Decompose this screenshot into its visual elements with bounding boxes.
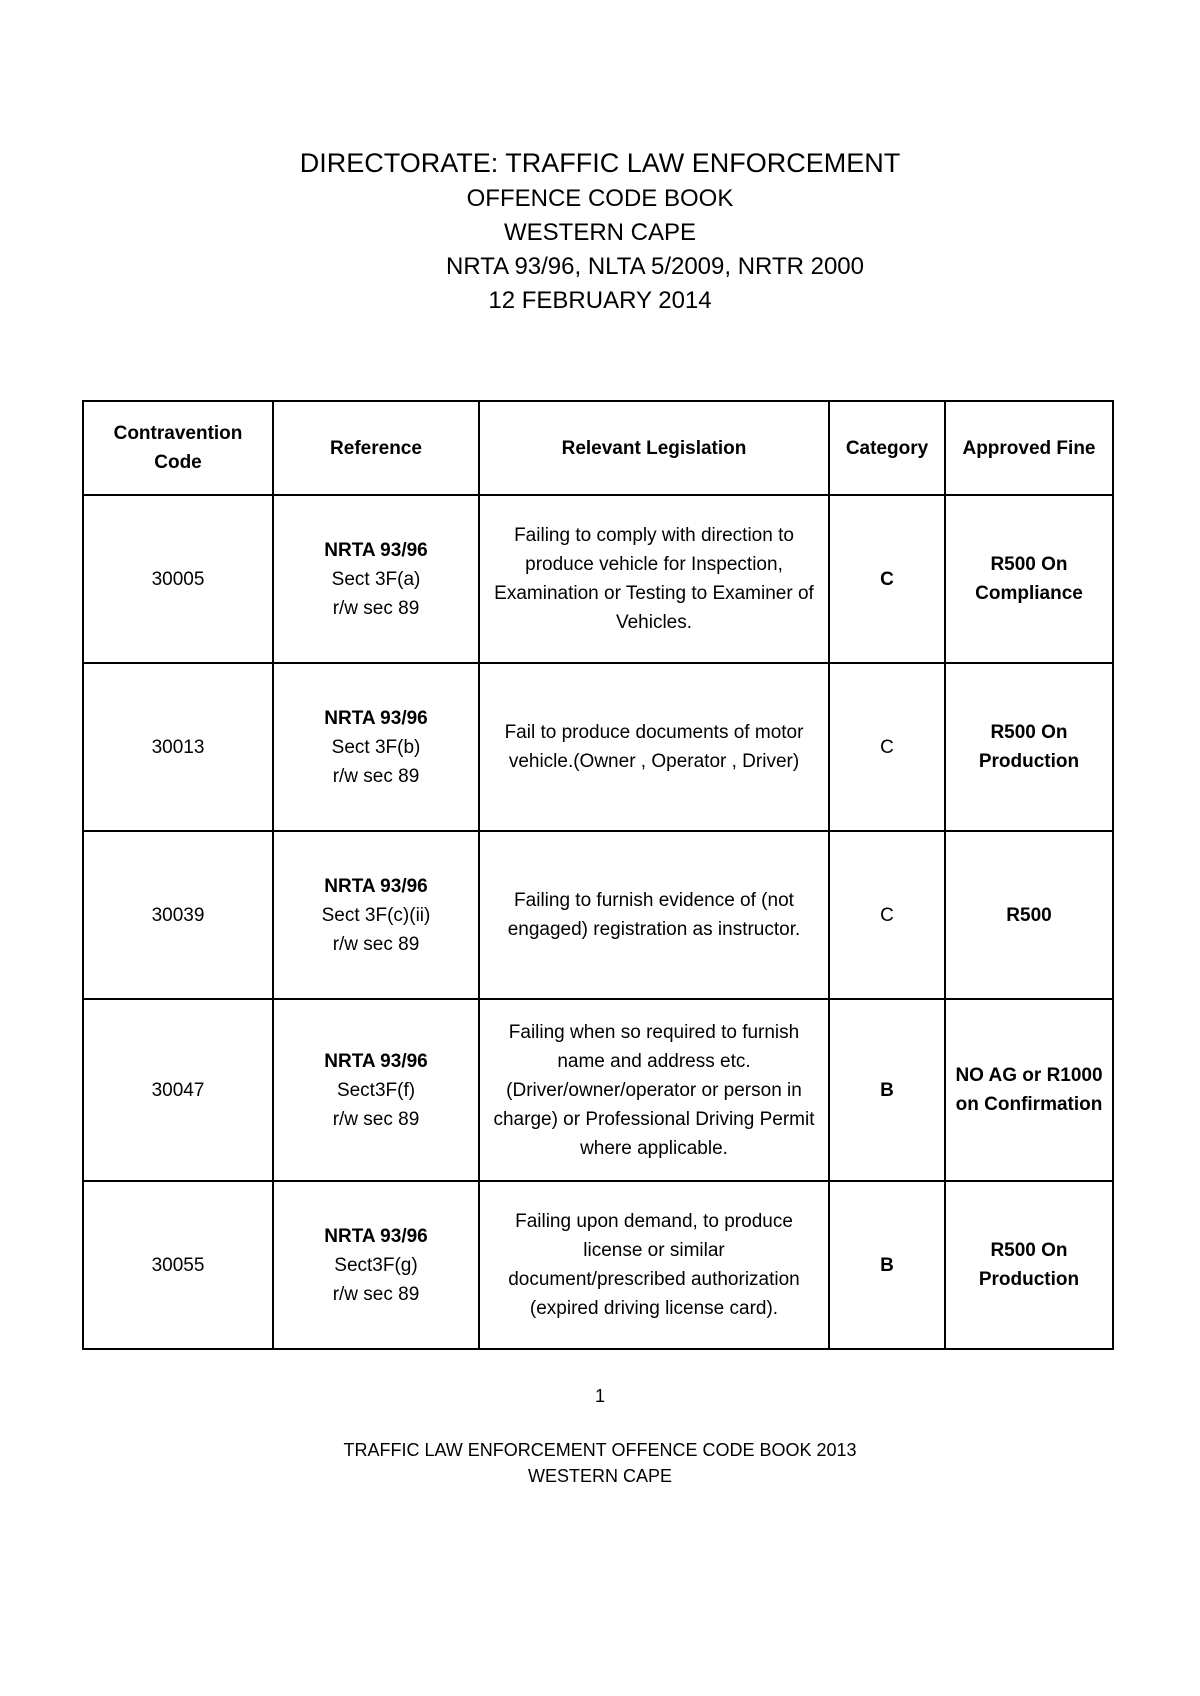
cell-category: B xyxy=(829,1181,945,1349)
column-header-code: Contravention Code xyxy=(83,401,273,495)
cell-code: 30039 xyxy=(83,831,273,999)
document-region: WESTERN CAPE xyxy=(503,219,697,246)
cell-reference xyxy=(273,663,479,831)
footer-region: WESTERN CAPE xyxy=(527,1466,673,1486)
cell-legislation: Failing upon demand, to produce license or similar document/prescribed authorization (expired driving license card). xyxy=(479,1181,829,1349)
ref-read-with: r/w sec 89 xyxy=(332,765,420,787)
ref-section: Sect 3F(c)(ii) xyxy=(321,904,431,926)
cell-fine: NO AG or R1000 on Confirmation xyxy=(945,999,1113,1181)
cell-fine: R500 On Compliance xyxy=(945,495,1113,663)
cell-code: 30055 xyxy=(83,1181,273,1349)
cell-code: 30013 xyxy=(83,663,273,831)
ref-read-with: r/w sec 89 xyxy=(332,933,420,955)
column-header-legislation: Relevant Legislation xyxy=(479,401,829,495)
column-header-reference: Reference xyxy=(273,401,479,495)
cell-fine: R500 On Production xyxy=(945,1181,1113,1349)
ref-section: Sect 3F(b) xyxy=(331,736,421,758)
footer-title: TRAFFIC LAW ENFORCEMENT OFFENCE CODE BOOK 2013 xyxy=(343,1440,857,1460)
table-row xyxy=(83,999,1113,1181)
column-header-category: Category xyxy=(829,401,945,495)
ref-act: NRTA 93/96 xyxy=(324,707,428,729)
cell-legislation: Fail to produce documents of motor vehicle.(Owner , Operator , Driver) xyxy=(479,663,829,831)
cell-reference xyxy=(273,999,479,1181)
ref-section: Sect3F(f) xyxy=(336,1079,416,1101)
cell-fine: R500 xyxy=(945,831,1113,999)
ref-act: NRTA 93/96 xyxy=(324,539,428,561)
table-row xyxy=(83,495,1113,663)
ref-act: NRTA 93/96 xyxy=(324,1050,428,1072)
ref-read-with: r/w sec 89 xyxy=(332,1108,420,1130)
ref-section: Sect 3F(a) xyxy=(331,568,421,590)
table-row xyxy=(83,1181,1113,1349)
cell-category: C xyxy=(829,495,945,663)
cell-legislation: Failing to furnish evidence of (not engaged) registration as instructor. xyxy=(479,831,829,999)
table-header-row xyxy=(83,401,1113,495)
column-header-fine: Approved Fine xyxy=(945,401,1113,495)
document-subtitle: OFFENCE CODE BOOK xyxy=(466,185,734,212)
cell-reference xyxy=(273,831,479,999)
cell-code: 30047 xyxy=(83,999,273,1181)
ref-read-with: r/w sec 89 xyxy=(332,1283,420,1305)
ref-section: Sect3F(g) xyxy=(334,1254,418,1276)
offence-code-table xyxy=(82,400,1114,1350)
cell-reference xyxy=(273,495,479,663)
document-date: 12 FEBRUARY 2014 xyxy=(488,287,712,314)
table-row xyxy=(83,831,1113,999)
ref-act: NRTA 93/96 xyxy=(324,1225,428,1247)
cell-category: C xyxy=(829,663,945,831)
cell-code: 30005 xyxy=(83,495,273,663)
ref-read-with: r/w sec 89 xyxy=(332,597,420,619)
cell-legislation: Failing to comply with direction to produce vehicle for Inspection, Examination or Testing to Examiner of Vehicles. xyxy=(479,495,829,663)
document-acts: NRTA 93/96, NLTA 5/2009, NRTR 2000 xyxy=(445,253,864,280)
cell-reference xyxy=(273,1181,479,1349)
table-row xyxy=(83,663,1113,831)
cell-category: B xyxy=(829,999,945,1181)
cell-fine: R500 On Production xyxy=(945,663,1113,831)
ref-act: NRTA 93/96 xyxy=(324,875,428,897)
cell-category: C xyxy=(829,831,945,999)
page-number: 1 xyxy=(594,1386,605,1406)
cell-legislation: Failing when so required to furnish name and address etc. (Driver/owner/operator or person in charge) or Professional Driving Permit where applicable. xyxy=(479,999,829,1181)
document-title: DIRECTORATE: TRAFFIC LAW ENFORCEMENT xyxy=(299,148,901,178)
